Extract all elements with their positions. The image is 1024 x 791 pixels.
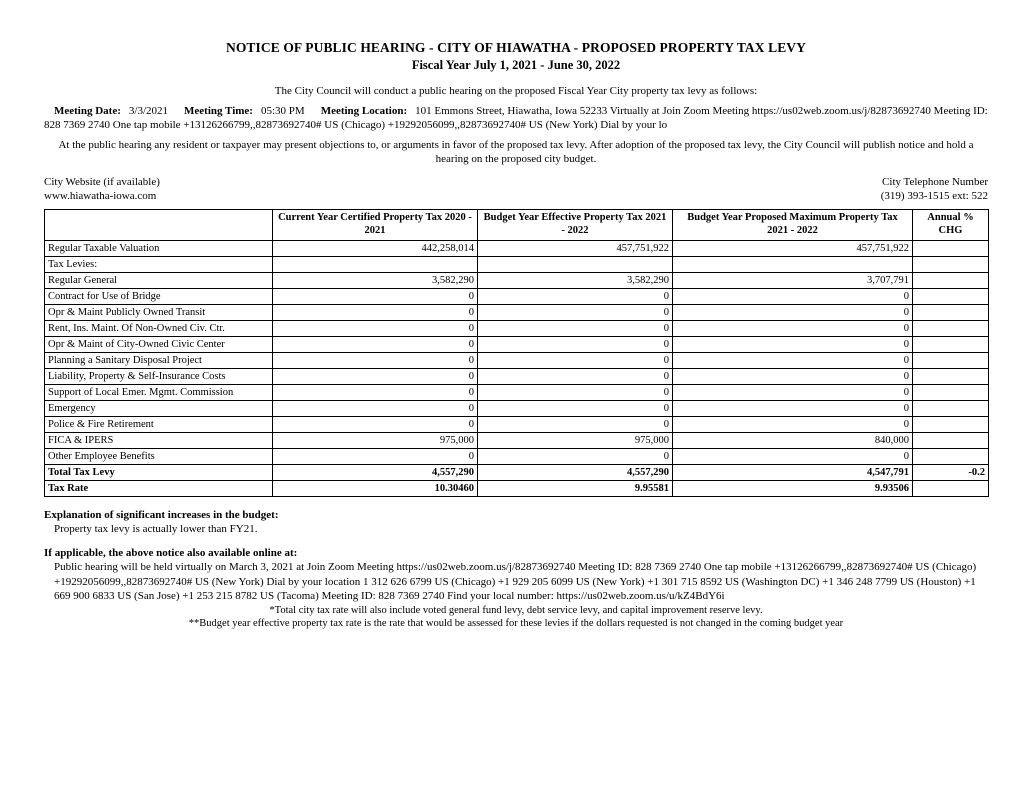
row-current-year: 4,557,290 bbox=[273, 464, 478, 480]
table-row bbox=[45, 320, 989, 336]
row-annual-chg bbox=[913, 240, 989, 256]
row-proposed-max: 0 bbox=[673, 368, 913, 384]
row-label: Tax Rate bbox=[45, 480, 273, 496]
table-row bbox=[45, 448, 989, 464]
row-effective: 0 bbox=[478, 336, 673, 352]
row-current-year: 0 bbox=[273, 400, 478, 416]
footnote-effective-rate: **Budget year effective property tax rate is the rate that would be assessed for these levies if the dollars requested is not changed in the coming budget year bbox=[188, 618, 844, 630]
row-effective: 0 bbox=[478, 352, 673, 368]
row-current-year: 0 bbox=[273, 288, 478, 304]
meeting-date-value: 3/3/2021 bbox=[128, 105, 169, 117]
row-effective: 3,582,290 bbox=[478, 272, 673, 288]
row-proposed-max: 0 bbox=[673, 304, 913, 320]
table-row bbox=[45, 384, 989, 400]
document-title: NOTICE OF PUBLIC HEARING - CITY OF HIAWATHA - PROPOSED PROPERTY TAX LEVY bbox=[225, 40, 807, 55]
row-label: Regular General bbox=[45, 272, 273, 288]
property-tax-levy-table bbox=[44, 209, 989, 496]
contact-row bbox=[44, 175, 988, 204]
table-row bbox=[45, 304, 989, 320]
row-effective: 975,000 bbox=[478, 432, 673, 448]
table-body bbox=[45, 240, 989, 496]
row-proposed-max: 0 bbox=[673, 320, 913, 336]
row-current-year: 0 bbox=[273, 448, 478, 464]
meeting-time-value: 05:30 PM bbox=[260, 105, 305, 117]
notes-section bbox=[44, 508, 988, 632]
meeting-details bbox=[44, 104, 988, 132]
table-row bbox=[45, 400, 989, 416]
row-annual-chg bbox=[913, 416, 989, 432]
row-current-year: 0 bbox=[273, 368, 478, 384]
table-row bbox=[45, 336, 989, 352]
row-current-year: 975,000 bbox=[273, 432, 478, 448]
table-row bbox=[45, 432, 989, 448]
row-effective: 0 bbox=[478, 288, 673, 304]
row-annual-chg bbox=[913, 432, 989, 448]
row-annual-chg: -0.2 bbox=[913, 464, 989, 480]
row-proposed-max: 0 bbox=[673, 288, 913, 304]
table-row bbox=[45, 352, 989, 368]
row-annual-chg bbox=[913, 368, 989, 384]
meeting-date-label: Meeting Date: bbox=[54, 105, 121, 117]
row-current-year: 0 bbox=[273, 336, 478, 352]
row-label: Total Tax Levy bbox=[45, 464, 273, 480]
city-phone-label: City Telephone Number bbox=[882, 175, 988, 188]
row-proposed-max: 3,707,791 bbox=[673, 272, 913, 288]
online-header: If applicable, the above notice also available online at: bbox=[44, 546, 298, 559]
row-effective: 0 bbox=[478, 416, 673, 432]
row-label: Liability, Property & Self-Insurance Costs bbox=[45, 368, 273, 384]
row-proposed-max: 4,547,791 bbox=[673, 464, 913, 480]
row-annual-chg bbox=[913, 448, 989, 464]
row-effective: 0 bbox=[478, 384, 673, 400]
row-annual-chg bbox=[913, 480, 989, 496]
city-phone-block bbox=[881, 175, 988, 204]
row-effective: 0 bbox=[478, 400, 673, 416]
row-annual-chg bbox=[913, 352, 989, 368]
document-header bbox=[44, 40, 988, 73]
row-annual-chg bbox=[913, 384, 989, 400]
row-label: Rent, Ins. Maint. Of Non-Owned Civ. Ctr. bbox=[45, 320, 273, 336]
row-annual-chg bbox=[913, 256, 989, 272]
row-current-year bbox=[273, 256, 478, 272]
notice-document bbox=[44, 40, 988, 631]
table-row bbox=[45, 416, 989, 432]
row-effective bbox=[478, 256, 673, 272]
col-header-current-year: Current Year Certified Property Tax 2020 - 2021 bbox=[273, 210, 478, 240]
row-label: Support of Local Emer. Mgmt. Commission bbox=[45, 384, 273, 400]
table-row-total bbox=[45, 464, 989, 480]
row-current-year: 0 bbox=[273, 304, 478, 320]
row-label: Planning a Sanitary Disposal Project bbox=[45, 352, 273, 368]
table-row bbox=[45, 368, 989, 384]
row-proposed-max: 0 bbox=[673, 416, 913, 432]
row-annual-chg bbox=[913, 272, 989, 288]
row-label: Contract for Use of Bridge bbox=[45, 288, 273, 304]
row-proposed-max: 0 bbox=[673, 448, 913, 464]
row-annual-chg bbox=[913, 336, 989, 352]
table-row-tax-rate bbox=[45, 480, 989, 496]
footnote-total-rate: *Total city tax rate will also include voted general fund levy, debt service levy, and capital improvement reserve levy. bbox=[269, 604, 763, 616]
row-label: FICA & IPERS bbox=[45, 432, 273, 448]
row-label: Tax Levies: bbox=[45, 256, 273, 272]
row-annual-chg bbox=[913, 400, 989, 416]
table-row bbox=[45, 272, 989, 288]
row-proposed-max: 0 bbox=[673, 384, 913, 400]
row-proposed-max: 0 bbox=[673, 336, 913, 352]
row-annual-chg bbox=[913, 320, 989, 336]
online-text: Public hearing will be held virtually on March 3, 2021 at Join Zoom Meeting https://us02web.zoom.us/j/82873692740 Meeting ID: 828 7369 2740 One tap mobile +13126266799,,82873692740# US (Chicago) +19292056099,,82873692740# US (New York) Dial by your location 1 312 626 6799 US (Chicago) +1 929 205 6099 US (New York) +1 301 715 8592 US (Washington DC) +1 346 248 7799 US (Houston) +1 669 900 6833 US (San Jose) +1 253 215 8782 US (Tacoma) Meeting ID: 828 7369 2740 Find your local number: https://us02web.zoom.us/u/kZ4BdY6i bbox=[54, 561, 977, 603]
intro-text: The City Council will conduct a public hearing on the proposed Fiscal Year City property tax levy as follows: bbox=[274, 85, 758, 97]
row-label: Opr & Maint Publicly Owned Transit bbox=[45, 304, 273, 320]
row-annual-chg bbox=[913, 288, 989, 304]
row-label: Regular Taxable Valuation bbox=[45, 240, 273, 256]
col-header-blank bbox=[45, 210, 273, 240]
city-website-value: www.hiawatha-iowa.com bbox=[44, 190, 157, 203]
row-effective: 0 bbox=[478, 304, 673, 320]
table-row bbox=[45, 240, 989, 256]
row-proposed-max: 0 bbox=[673, 400, 913, 416]
row-label: Opr & Maint of City-Owned Civic Center bbox=[45, 336, 273, 352]
row-effective: 4,557,290 bbox=[478, 464, 673, 480]
document-subtitle: Fiscal Year July 1, 2021 - June 30, 2022 bbox=[411, 58, 621, 72]
meeting-location-label: Meeting Location: bbox=[320, 105, 408, 117]
col-header-proposed-max: Budget Year Proposed Maximum Property Tax 2021 - 2022 bbox=[673, 210, 913, 240]
row-current-year: 0 bbox=[273, 320, 478, 336]
row-effective: 9.95581 bbox=[478, 480, 673, 496]
row-effective: 457,751,922 bbox=[478, 240, 673, 256]
city-website-block bbox=[44, 175, 160, 204]
city-website-label: City Website (if available) bbox=[44, 175, 160, 188]
row-label: Other Employee Benefits bbox=[45, 448, 273, 464]
hearing-objection-note: At the public hearing any resident or taxpayer may present objections to, or arguments in favor of the proposed tax levy. After adoption of the proposed tax levy, the City Council will publish notice and hold a hearing on the proposed city budget. bbox=[58, 139, 974, 166]
row-effective: 0 bbox=[478, 320, 673, 336]
explanation-text: Property tax levy is actually lower than FY21. bbox=[54, 523, 258, 536]
row-proposed-max: 9.93506 bbox=[673, 480, 913, 496]
row-current-year: 0 bbox=[273, 416, 478, 432]
row-proposed-max: 840,000 bbox=[673, 432, 913, 448]
col-header-annual-chg: Annual % CHG bbox=[913, 210, 989, 240]
explanation-header: Explanation of significant increases in the budget: bbox=[44, 508, 279, 521]
meeting-time-label: Meeting Time: bbox=[184, 105, 253, 117]
row-current-year: 0 bbox=[273, 352, 478, 368]
row-annual-chg bbox=[913, 304, 989, 320]
row-proposed-max bbox=[673, 256, 913, 272]
row-current-year: 442,258,014 bbox=[273, 240, 478, 256]
row-effective: 0 bbox=[478, 368, 673, 384]
row-proposed-max: 0 bbox=[673, 352, 913, 368]
city-phone-value: (319) 393-1515 ext: 522 bbox=[880, 190, 988, 203]
table-row bbox=[45, 256, 989, 272]
table-row bbox=[45, 288, 989, 304]
online-notice-block bbox=[44, 546, 988, 604]
row-label: Emergency bbox=[45, 400, 273, 416]
row-current-year: 10.30460 bbox=[273, 480, 478, 496]
row-proposed-max: 457,751,922 bbox=[673, 240, 913, 256]
meeting-location-value: 101 Emmons Street, Hiawatha, Iowa 52233 Virtually at Join Zoom Meeting https://us02web.zoom.us/j/82873692740 Meeting ID: 828 7369 2740 One tap mobile +13126266799,,82873692740# US (Chicago) +19292056099,,82873692740# US (New York) Dial by your lo bbox=[44, 105, 988, 132]
col-header-effective: Budget Year Effective Property Tax 2021 - 2022 bbox=[478, 210, 673, 240]
row-current-year: 3,582,290 bbox=[273, 272, 478, 288]
row-effective: 0 bbox=[478, 448, 673, 464]
table-header-row bbox=[45, 210, 989, 240]
row-current-year: 0 bbox=[273, 384, 478, 400]
row-label: Police & Fire Retirement bbox=[45, 416, 273, 432]
